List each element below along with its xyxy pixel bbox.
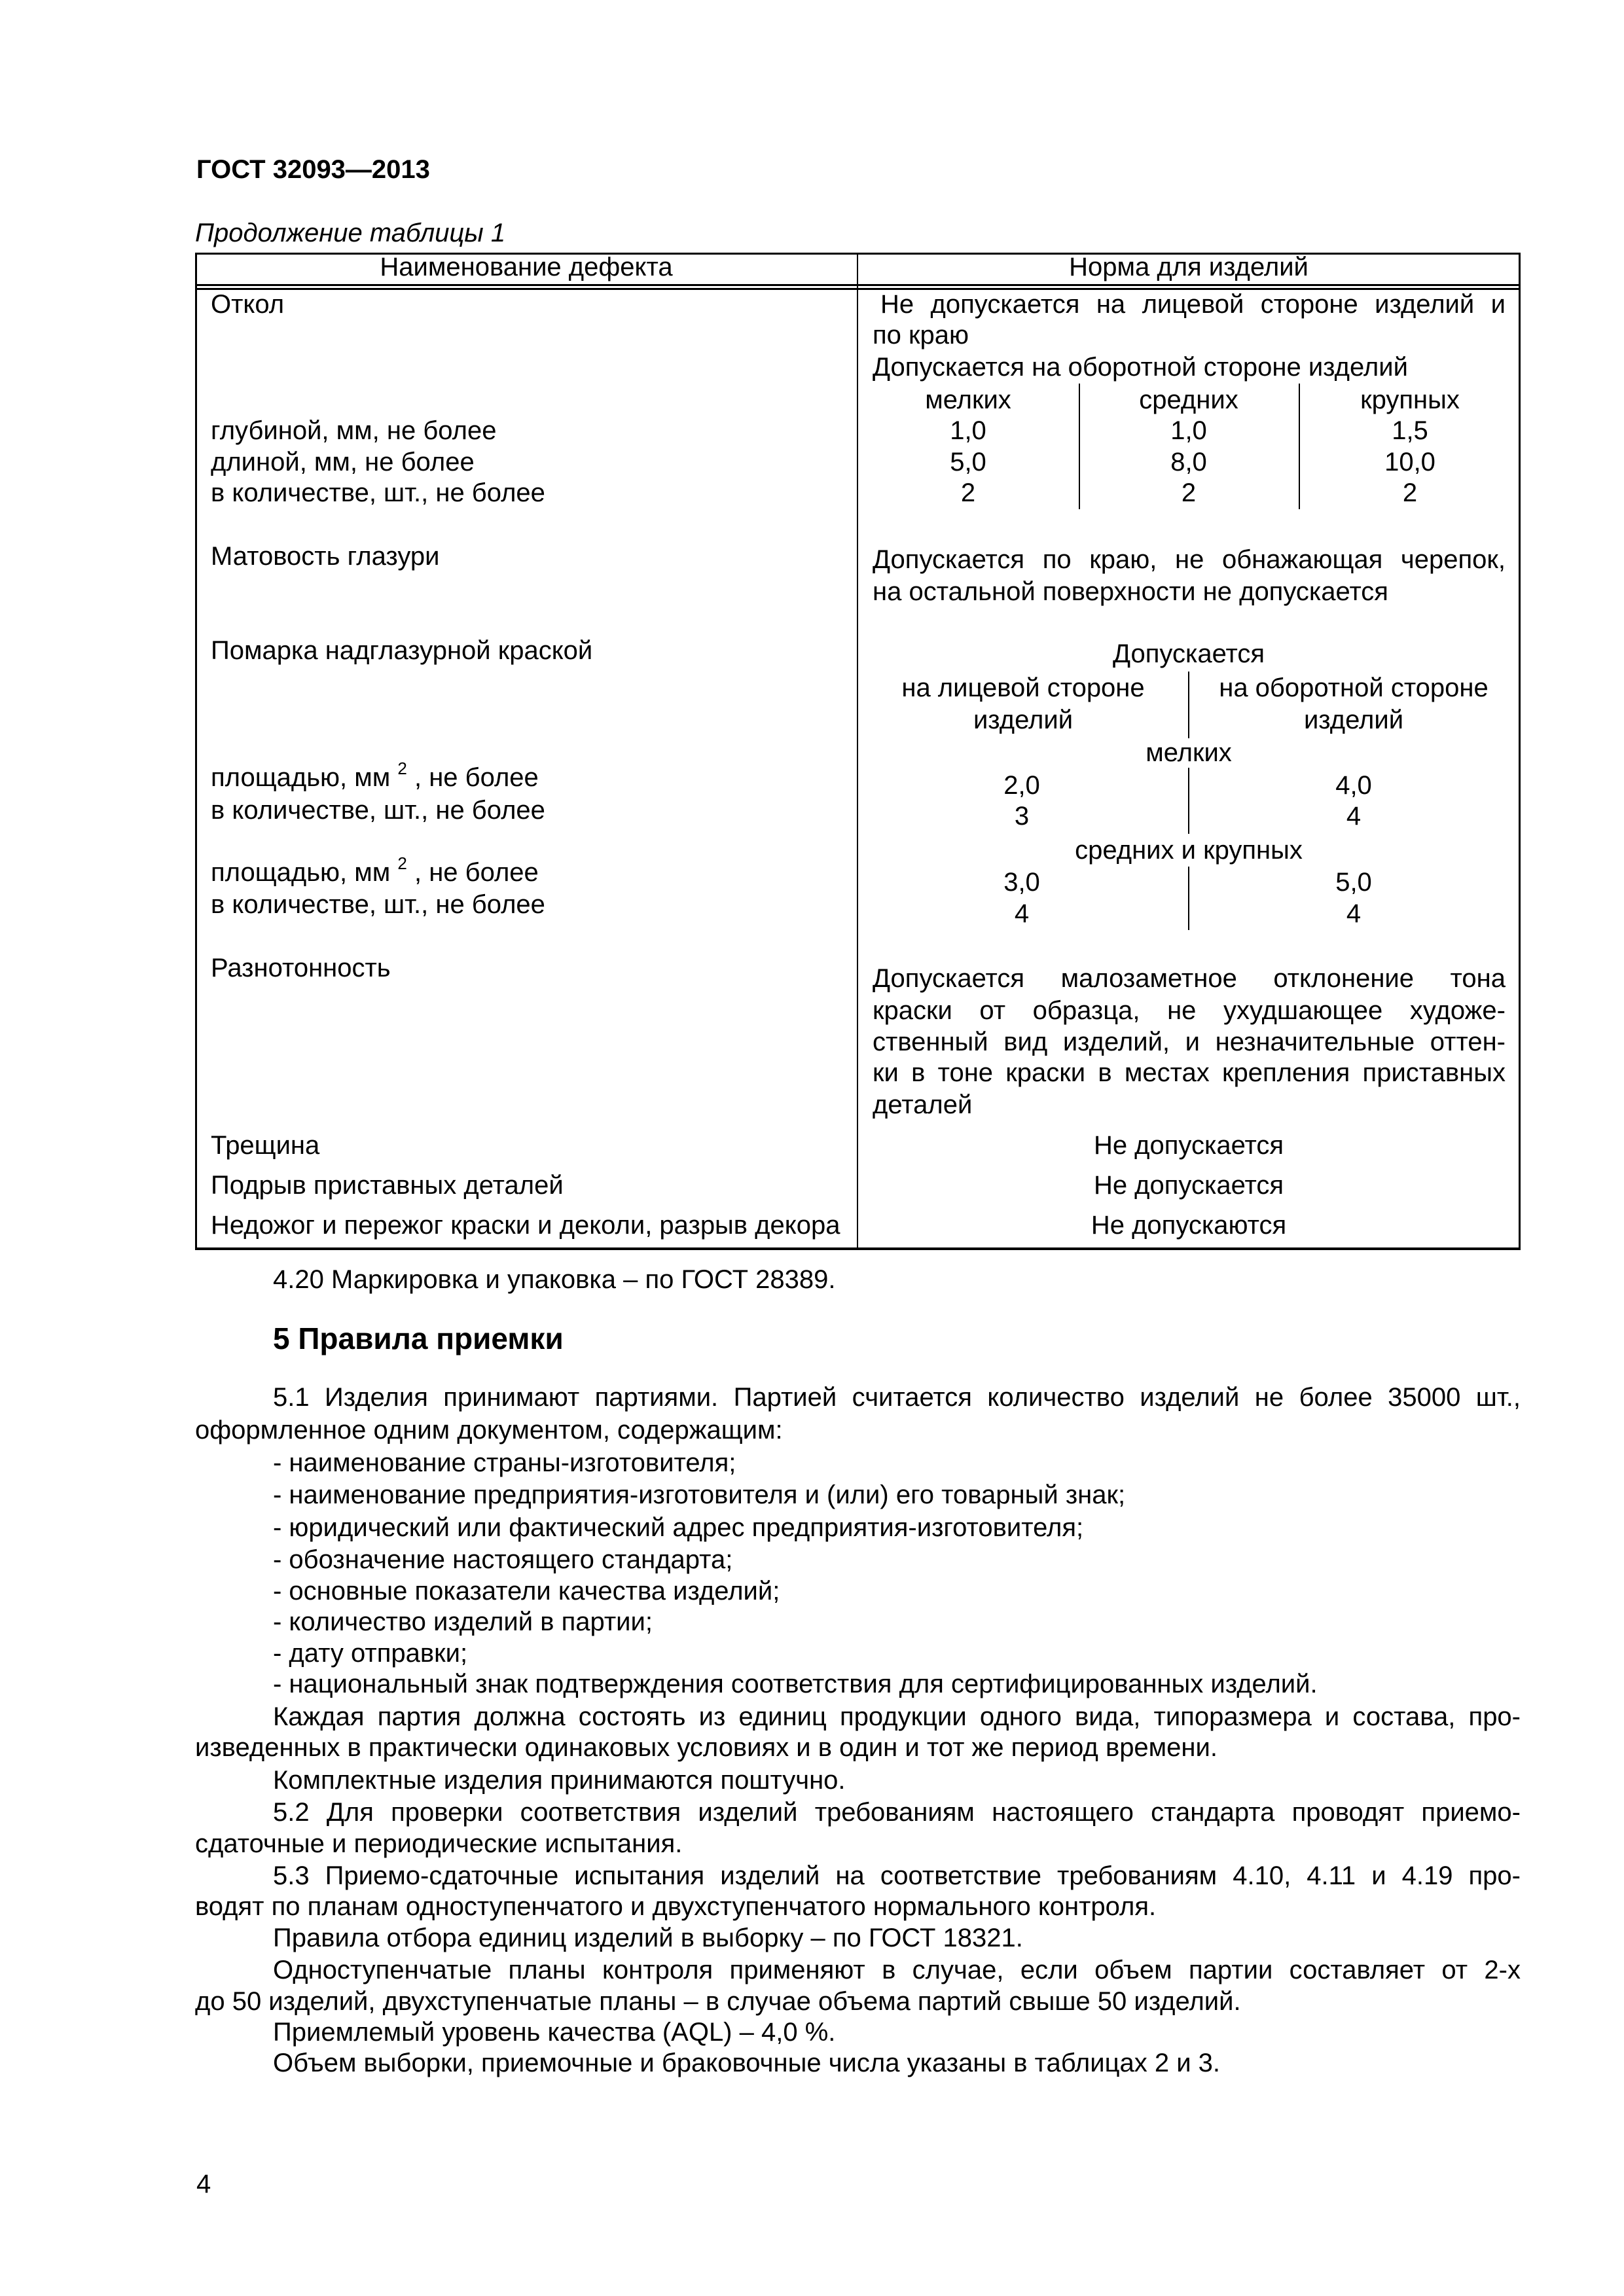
- body-line: 5.1 Изделия принимают партиями. Партией считается количество изделий не более 35000 шт.,: [273, 1383, 1521, 1412]
- size-header: средних: [1139, 386, 1238, 414]
- list-item: - национальный знак подтверждения соответствия для сертифицированных изделий.: [273, 1670, 1318, 1698]
- value-cell: 2,0: [1003, 771, 1040, 800]
- norm-text: Не допускается: [1093, 1171, 1284, 1200]
- value-cell: 5,0: [950, 448, 986, 476]
- subcolumn-divider: [1299, 384, 1300, 509]
- value-cell: 4: [1014, 899, 1030, 928]
- value-cell: 2: [960, 478, 976, 507]
- defect-name: Подрыв приставных деталей: [211, 1171, 564, 1200]
- param-label: в количестве, шт., не более: [211, 890, 545, 919]
- document-code: ГОСТ 32093—2013: [196, 155, 430, 184]
- value-cell: 3: [1014, 802, 1030, 831]
- body-line: Объем выборки, приемочные и браковочные числа указаны в таблицах 2 и 3.: [273, 2049, 1221, 2077]
- subheader: изделий: [1303, 706, 1404, 734]
- table-border-left: [195, 253, 197, 1250]
- value-cell: 5,0: [1335, 868, 1372, 897]
- defect-name: Помарка надглазурной краской: [211, 636, 593, 665]
- value-cell: 4: [1346, 802, 1362, 831]
- param-label: в количестве, шт., не более: [211, 796, 545, 825]
- value-cell: 3,0: [1003, 868, 1040, 897]
- defect-name: Разнотонность: [211, 954, 391, 982]
- group-label: средних и крупных: [1075, 836, 1303, 865]
- norm-text: на остальной поверхности не допускается: [873, 577, 1388, 606]
- body-line: Каждая партия должна состоять из единиц продукции одного вида, типоразмера и состава, про-: [273, 1702, 1521, 1731]
- group-label: мелких: [1146, 738, 1232, 767]
- norm-text: деталей: [873, 1090, 973, 1119]
- norm-text: Допускается малозаметное отклонение тона: [873, 964, 1506, 993]
- body-line: Комплектные изделия принимаются поштучно.: [273, 1766, 846, 1795]
- norm-text: Не допускается на лицевой стороне изделий и: [880, 290, 1506, 319]
- param-label: площадью, мм $^2$ , не более: [211, 759, 539, 792]
- value-cell: 8,0: [1170, 448, 1207, 476]
- subheader: на оборотной стороне: [1219, 673, 1489, 702]
- list-item: - наименование страны-изготовителя;: [273, 1448, 736, 1477]
- norm-text: Не допускаются: [1091, 1211, 1287, 1240]
- param-label: площадью, мм $^2$ , не более: [211, 853, 539, 887]
- size-header: мелких: [925, 386, 1011, 414]
- defect-name: Откол: [211, 290, 285, 319]
- norm-text: по краю: [873, 321, 969, 350]
- norm-text: ственный вид изделий, и незначительные оттен-: [873, 1028, 1506, 1056]
- column-header: Норма для изделий: [1069, 253, 1308, 281]
- body-line: 5.2 Для проверки соответствия изделий требованиям настоящего стандарта проводят приемо-: [273, 1798, 1521, 1827]
- section-title: 5 Правила приемки: [273, 1321, 564, 1355]
- paragraph-4-20: 4.20 Маркировка и упаковка – по ГОСТ 28389.: [273, 1265, 836, 1294]
- subheader: на лицевой стороне: [901, 673, 1145, 702]
- defect-name: Недожог и пережог краски и деколи, разрыв декора: [211, 1211, 840, 1240]
- norm-text: краски от образца, не ухудшающее художе-: [873, 996, 1506, 1025]
- value-cell: 2: [1181, 478, 1197, 507]
- list-item: - количество изделий в партии;: [273, 1607, 653, 1636]
- param-label: в количестве, шт., не более: [211, 478, 545, 507]
- table-caption: Продолжение таблицы 1: [195, 219, 506, 247]
- list-item: - основные показатели качества изделий;: [273, 1577, 780, 1605]
- column-divider: [857, 253, 858, 1250]
- list-item: - наименование предприятия-изготовителя и (или) его товарный знак;: [273, 1480, 1126, 1509]
- norm-text: Допускается на оборотной стороне изделий: [873, 353, 1408, 382]
- value-cell: 10,0: [1384, 448, 1435, 476]
- subheader: изделий: [973, 706, 1074, 734]
- body-line: 5.3 Приемо-сдаточные испытания изделий на соответствие требованиям 4.10, 4.11 и 4.19 про-: [273, 1861, 1521, 1890]
- body-line: до 50 изделий, двухступенчатые планы – в случае объема партий свыше 50 изделий.: [195, 1987, 1241, 2016]
- body-line: водят по планам одноступенчатого и двухступенчатого нормального контроля.: [195, 1892, 1157, 1921]
- body-line: Одноступенчатые планы контроля применяют в случае, если объем партии составляет от 2-х: [273, 1956, 1521, 1984]
- body-line: Приемлемый уровень качества (AQL) – 4,0 %.: [273, 2018, 836, 2047]
- value-cell: 4,0: [1335, 771, 1372, 800]
- norm-text: ки в тоне краски в местах крепления приставных: [873, 1058, 1506, 1087]
- list-item: - юридический или фактический адрес предприятия-изготовителя;: [273, 1513, 1084, 1542]
- body-line: изведенных в практически одинаковых условиях и в один и тот же период времени.: [195, 1733, 1218, 1762]
- norm-text: Не допускается: [1093, 1131, 1284, 1160]
- subcolumn-divider: [1188, 672, 1189, 738]
- norm-text: Допускается по краю, не обнажающая черепок,: [873, 545, 1506, 574]
- value-cell: 2: [1402, 478, 1418, 507]
- body-line: Правила отбора единиц изделий в выборку – по ГОСТ 18321.: [273, 1924, 1023, 1952]
- page-number: 4: [196, 2170, 211, 2198]
- size-header: крупных: [1360, 386, 1460, 414]
- table-border-right: [1519, 253, 1521, 1250]
- norm-text: Допускается: [1112, 639, 1265, 668]
- body-line: сдаточные и периодические испытания.: [195, 1829, 683, 1858]
- value-cell: 1,0: [1170, 416, 1207, 445]
- defect-name: Трещина: [211, 1131, 320, 1160]
- param-label: глубиной, мм, не более: [211, 416, 497, 445]
- value-cell: 4: [1346, 899, 1362, 928]
- value-cell: 1,0: [950, 416, 986, 445]
- column-header: Наименование дефекта: [380, 253, 673, 281]
- subcolumn-divider: [1188, 768, 1189, 834]
- list-item: - обозначение настоящего стандарта;: [273, 1545, 733, 1574]
- subcolumn-divider: [1079, 384, 1080, 509]
- param-label: длиной, мм, не более: [211, 448, 475, 476]
- value-cell: 1,5: [1392, 416, 1428, 445]
- defect-name: Матовость глазури: [211, 542, 440, 571]
- body-line: оформленное одним документом, содержащим:: [195, 1416, 783, 1444]
- list-item: - дату отправки;: [273, 1639, 468, 1668]
- subcolumn-divider: [1188, 867, 1189, 930]
